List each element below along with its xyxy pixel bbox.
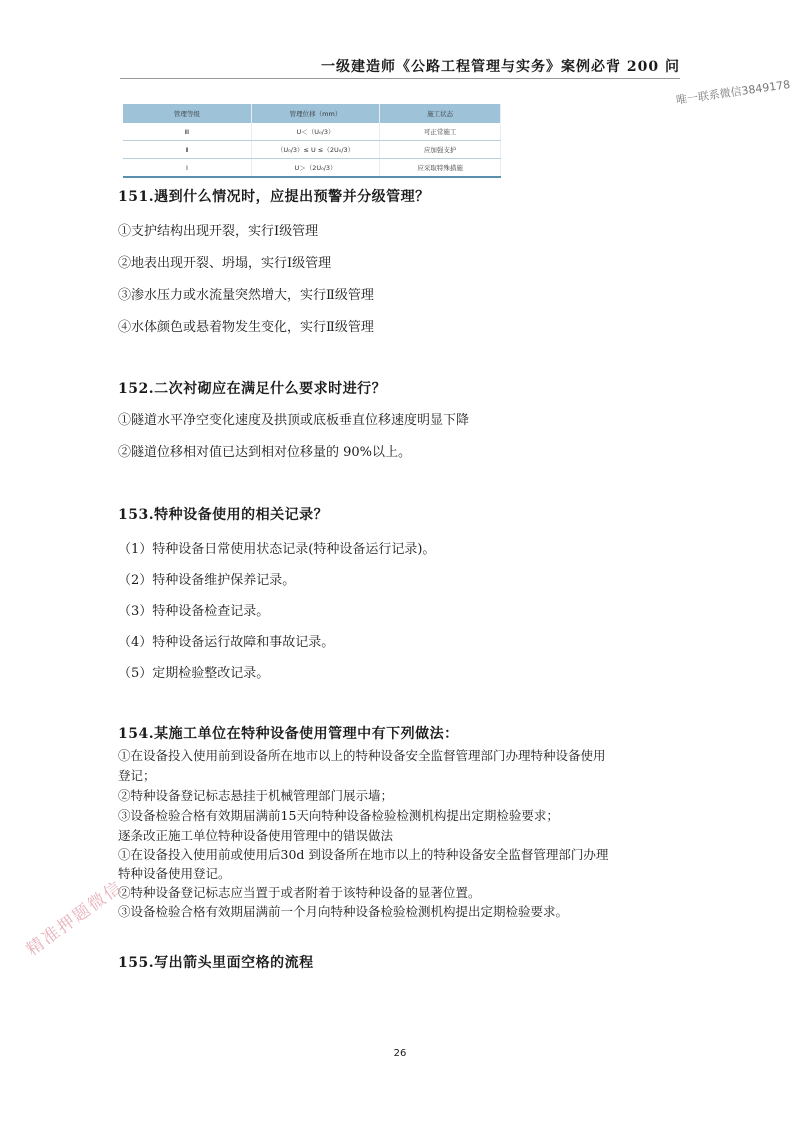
table-cell: 可正常施工 <box>380 123 501 141</box>
text-line: ③设备检验合格有效期届满前15天向特种设备检验检测机构提出定期检验要求； <box>118 808 559 823</box>
text-line: ②特种设备登记标志应当置于或者附着于该特种设备的显著位置。 <box>118 885 481 900</box>
table-cell: Ⅱ <box>123 141 251 159</box>
table-cell: Ⅲ <box>123 123 251 141</box>
answer-item: （2）特种设备维护保养记录。 <box>118 573 296 588</box>
text-line: ②特种设备登记标志悬挂于机械管理部门展示墙； <box>118 788 394 803</box>
question-153: 153.特种设备使用的相关记录？ <box>118 507 329 523</box>
text-line: 逐条改正施工单位特种设备使用管理中的错误做法 <box>118 828 394 843</box>
text-line: ③设备检验合格有效期届满前一个月向特种设备检验检测机构提出定期检验要求。 <box>118 904 569 919</box>
question-154: 154.某施工单位在特种设备使用管理中有下列做法： <box>118 726 459 742</box>
table-header-cell: 管理等级 <box>123 104 251 123</box>
text-line: 特种设备使用登记。 <box>118 866 231 881</box>
answer-item: ③渗水压力或水流量突然增大，实行Ⅱ级管理 <box>118 288 374 303</box>
answer-item: ②隧道位移相对值已达到相对位移量的 90%以上。 <box>118 445 412 460</box>
table-row <box>123 159 501 178</box>
question-155: 155.写出箭头里面空格的流程 <box>118 955 314 971</box>
watermark-contact: 唯一联系微信3849178 <box>675 77 791 107</box>
table-cell: U＞（2U₀/3） <box>251 159 379 178</box>
table-row <box>123 123 501 141</box>
answer-item: （4）特种设备运行故障和事故记录。 <box>118 635 335 650</box>
header-divider <box>120 78 680 79</box>
question-151: 151.遇到什么情况时，应提出预警并分级管理？ <box>118 189 430 205</box>
text-line: 登记； <box>118 768 156 783</box>
table-cell: U＜（U₀/3） <box>251 123 379 141</box>
table-row <box>123 141 501 159</box>
answer-item: （1）特种设备日常使用状态记录(特种设备运行记录)。 <box>118 542 436 557</box>
table-cell: Ⅰ <box>123 159 251 178</box>
table-cell: 应采取特殊措施 <box>380 159 501 178</box>
text-line: ①在设备投入使用前或使用后30d 到设备所在地市以上的特种设备安全监督管理部门办理 <box>118 847 609 862</box>
question-152: 152.二次衬砌应在满足什么要求时进行？ <box>118 381 387 397</box>
page-header-title: 一级建造师《公路工程管理与实务》案例必背 200 问 <box>321 59 680 75</box>
table-header-cell: 施工状态 <box>380 104 501 123</box>
table-cell: （U₀/3）≤ U ≤（2U₀/3） <box>251 141 379 159</box>
answer-item: ①隧道水平净空变化速度及拱顶或底板垂直位移速度明显下降 <box>118 413 470 428</box>
page-number: 26 <box>393 1048 407 1059</box>
text-line: ①在设备投入使用前到设备所在地市以上的特种设备安全监督管理部门办理特种设备使用 <box>118 748 606 763</box>
table-header-row <box>123 104 501 123</box>
table-header-cell: 管理位移（mm） <box>251 104 379 123</box>
answer-item: （5）定期检验整改记录。 <box>118 666 270 681</box>
answer-item: ②地表出现开裂、坍塌，实行Ⅰ级管理 <box>118 256 332 271</box>
answer-item: （3）特种设备检查记录。 <box>118 604 270 619</box>
table-cell: 应加强支护 <box>380 141 501 159</box>
management-level-table <box>123 104 501 178</box>
watermark-diagonal: 精准押题微信 <box>22 877 127 961</box>
answer-item: ①支护结构出现开裂，实行Ⅰ级管理 <box>118 224 319 239</box>
answer-item: ④水体颜色或悬着物发生变化，实行Ⅱ级管理 <box>118 320 374 335</box>
